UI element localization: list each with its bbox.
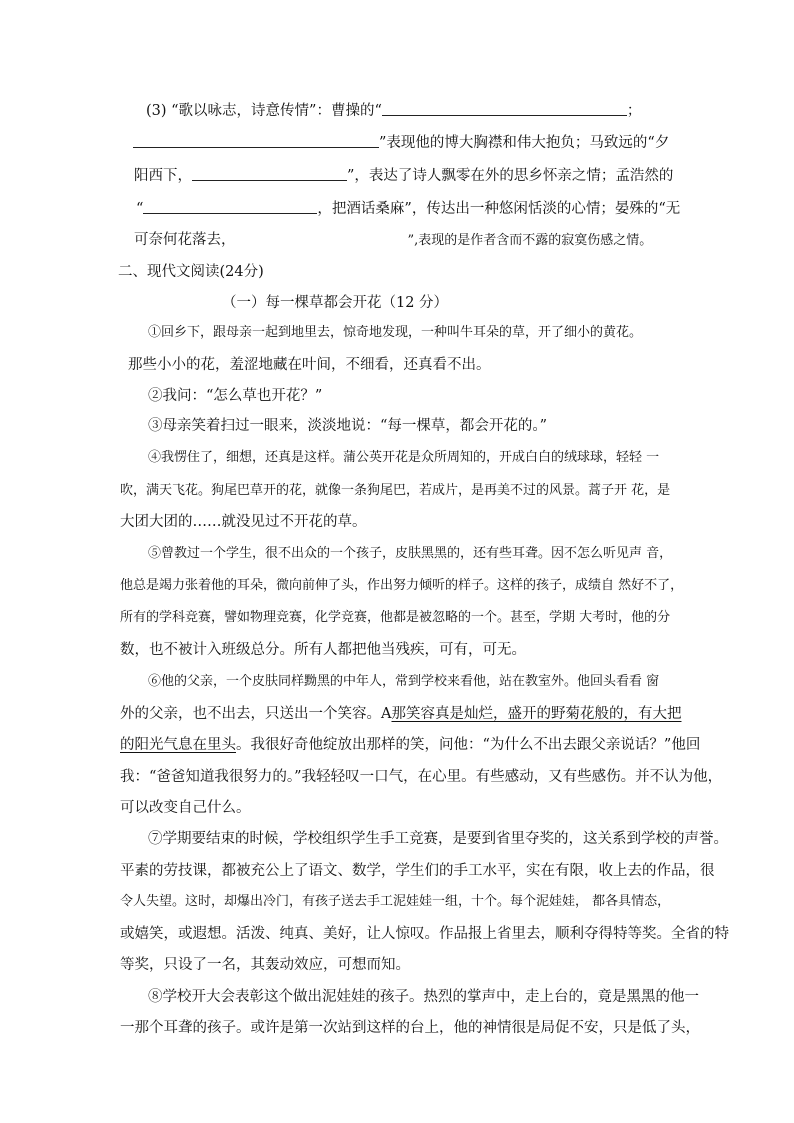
paragraph-1-line-2: 那些小小的花，羞涩地藏在叶间，不细看，还真看不出。 [128, 357, 491, 373]
q3-line5-end: ”,表现的是作者含而不露的寂寞伤感之情。 [407, 233, 653, 248]
q3-line4-end: ，把酒话桑麻”，传达出一种悠闲恬淡的心情；晏殊的“无 [317, 201, 681, 217]
paragraph-6-line-3 [120, 735, 700, 755]
paragraph-4-line-3: 大团大团的……就没见过不开花的草。 [120, 514, 367, 530]
paragraph-7-line-3: 令人失望。这时，却爆出冷门，有孩子送去手工泥娃娃一组，十个。每个泥娃娃， 都各具情态， [120, 894, 671, 909]
q3-line5-start: 可奈何花落去， [134, 232, 236, 248]
underlined-sentence-a: 那笑容真是灿烂，盛开的野菊花般的，有大把 [391, 706, 682, 722]
q3-line4-start: “ [136, 201, 144, 217]
paragraph-7-line-4: 或嬉笑，或遐想。活泼、纯真、美好，让人惊叹。作品报上省里去，顺利夺得特等奖。全省的特 [120, 926, 729, 942]
q3-line4 [136, 199, 680, 219]
paragraph-3: ③母亲笑着扫过一眼来，淡淡地说：“每一棵草，都会开花的。” [148, 418, 548, 434]
paragraph-6-line-2-text: 外的父亲，也不出去，只送出一个笑容。A [120, 706, 392, 722]
paragraph-5-line-4: 数，也不被计入班级总分。所有人都把他当残疾，可有，可无。 [120, 642, 526, 658]
paragraph-4-line-1: ④我愣住了，细想，还真是这样。蒲公英开花是众所周知的，开成白白的绒球球，轻轻 一 [148, 450, 660, 465]
paragraph-5-line-2: 他总是竭力张着他的耳朵，微向前伸了头，作出努力倾听的样子。这样的孩子，成绩自 然好不了， [120, 578, 684, 593]
section-heading: 二、现代文阅读(24分) [118, 264, 264, 280]
paragraph-5-line-1: ⑤曾教过一个学生，很不出众的一个孩子，皮肤黑黑的，还有些耳聋。因不怎么听见声 音， [148, 546, 673, 561]
q3-line3-start: 阳西下， [134, 168, 192, 184]
paragraph-6-line-3-text: 。我很好奇他绽放出那样的笑，问他：“为什么不出去跟父亲说话？”他回 [236, 737, 701, 753]
answer-blank-2[interactable] [133, 133, 379, 148]
paragraph-6-line-4: 我：“爸爸知道我很努力的。”我轻轻叹一口气，在心里。有些感动，又有些感伤。并不认为他， [120, 769, 723, 785]
answer-blank-3[interactable] [192, 166, 347, 181]
paragraph-7-line-1: ⑦学期要结束的时候，学校组织学生手工竞赛，是要到省里夺奖的，这关系到学校的声誉。 [148, 831, 728, 847]
paragraph-2: ②我问：“怎么草也开花？” [148, 388, 323, 404]
q3-line3-end: ”，表达了诗人飘零在外的思乡怀亲之情；孟浩然的 [347, 168, 674, 184]
paragraph-5-line-3: 所有的学科竞赛，譬如物理竞赛，化学竞赛，他都是被忽略的一个。甚至，学期 大考时，他的分 [120, 610, 671, 625]
paragraph-8-line-1: ⑧学校开大会表彰这个做出泥娃娃的孩子。热烈的掌声中，走上台的，竟是黑黑的他一 [148, 989, 699, 1005]
q3-line1-text: (3) “歌以咏志，诗意传情”：曹操的“ [146, 103, 382, 119]
q3-line5 [134, 230, 652, 251]
paragraph-7-line-2: 平素的劳技课，都被充公上了语文、数学，学生们的手工水平，实在有限，收上去的作品，很 [120, 863, 715, 879]
answer-blank-1[interactable] [382, 101, 627, 116]
q3-line3 [134, 166, 673, 186]
paragraph-6-line-5: 可以改变自己什么。 [120, 800, 251, 816]
paragraph-6-line-2 [120, 704, 681, 724]
passage-title: （一）每一棵草都会开花（12 分） [222, 295, 449, 311]
q3-line2-text: ”表现他的博大胸襟和伟大抱负；马致远的“夕 [379, 135, 670, 151]
paragraph-7-line-5: 等奖，只设了一名，其轰动效应，可想而知。 [120, 957, 410, 973]
paragraph-4-line-2: 吹，满天飞花。狗尾巴草开的花，就像一条狗尾巴，若成片，是再美不过的风景。蒿子开 花，是 [120, 483, 671, 498]
q3-line1-end: ； [626, 103, 642, 119]
underlined-sentence-a-cont: 的阳光气息在里头 [120, 737, 236, 753]
paragraph-6-line-1: ⑥他的父亲，一个皮肤同样黝黑的中年人，常到学校来看他，站在教室外。他回头看看 窗 [148, 674, 660, 689]
q3-line2 [133, 133, 669, 153]
paragraph-8-line-2: 一那个耳聋的孩子。或许是第一次站到这样的台上，他的神情很是局促不安，只是低了头， [120, 1020, 700, 1036]
paragraph-1-line-1: ①回乡下，跟母亲一起到地里去，惊奇地发现，一种叫牛耳朵的草，开了细小的黄花。 [148, 325, 643, 340]
answer-blank-4[interactable] [143, 199, 317, 214]
q3-line1 [146, 101, 641, 121]
